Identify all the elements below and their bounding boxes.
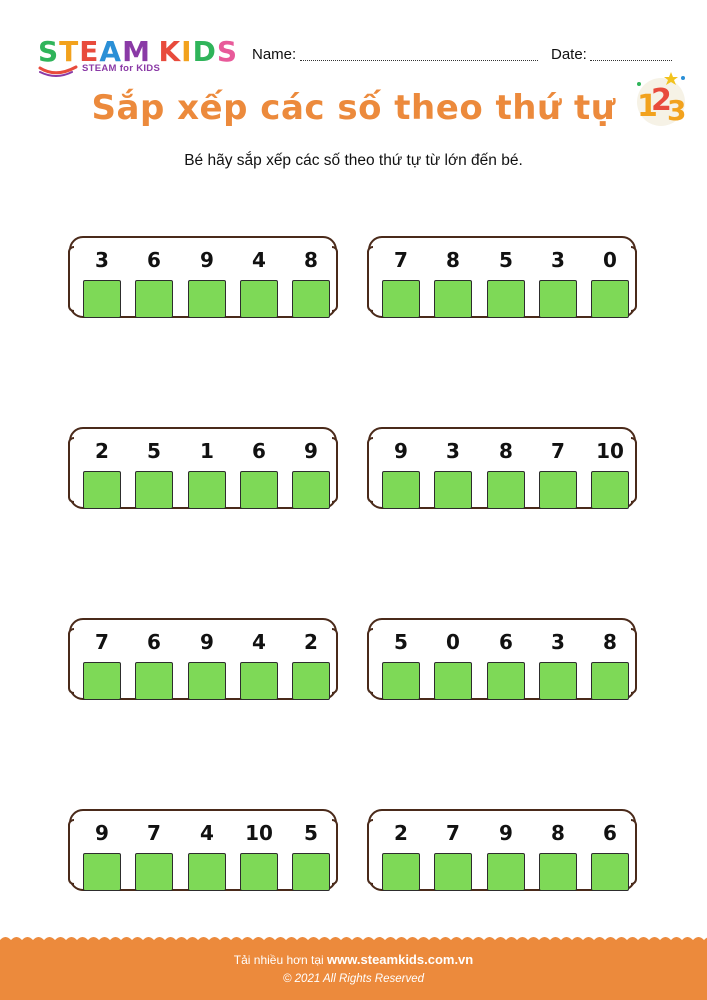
answer-box[interactable] [83, 662, 121, 700]
number-label: 6 [147, 248, 161, 272]
number-label: 3 [95, 248, 109, 272]
exercise-card [368, 618, 636, 700]
number-label: 0 [603, 248, 617, 272]
exercise-card [69, 809, 337, 891]
answer-box[interactable] [591, 471, 629, 509]
number-label: 10 [596, 439, 624, 463]
number-label: 2 [95, 439, 109, 463]
exercise-card [69, 427, 337, 509]
answer-box[interactable] [487, 471, 525, 509]
number-label: 7 [147, 821, 161, 845]
logo-text: S T E A M K I D S [38, 35, 238, 68]
svg-text:3: 3 [667, 94, 687, 127]
answer-box[interactable] [539, 853, 577, 891]
answer-box[interactable] [591, 662, 629, 700]
exercise-card [69, 618, 337, 700]
answer-box[interactable] [188, 280, 226, 318]
number-label: 1 [200, 439, 214, 463]
answer-box[interactable] [487, 280, 525, 318]
answer-box[interactable] [292, 662, 330, 700]
number-label: 7 [446, 821, 460, 845]
number-label: 9 [95, 821, 109, 845]
exercise-card [368, 236, 636, 318]
number-label: 2 [394, 821, 408, 845]
answer-box[interactable] [434, 662, 472, 700]
number-label: 5 [304, 821, 318, 845]
number-label: 3 [446, 439, 460, 463]
answer-box[interactable] [135, 471, 173, 509]
number-label: 4 [200, 821, 214, 845]
number-label: 3 [551, 248, 565, 272]
number-label: 10 [245, 821, 273, 845]
number-label: 9 [200, 630, 214, 654]
number-label: 9 [394, 439, 408, 463]
footer-copyright: © 2021 All Rights Reserved [282, 973, 424, 985]
footer-download-text [0, 952, 707, 967]
date-label: Date: [551, 46, 587, 63]
exercise-card [368, 809, 636, 891]
answer-box[interactable] [382, 280, 420, 318]
answer-box[interactable] [434, 471, 472, 509]
answer-box[interactable] [434, 280, 472, 318]
answer-box[interactable] [292, 853, 330, 891]
svg-text:1: 1 [637, 89, 658, 124]
svg-text:2: 2 [651, 83, 672, 118]
name-label: Name: [252, 46, 297, 63]
answer-box[interactable] [188, 662, 226, 700]
number-label: 6 [499, 630, 513, 654]
answer-box[interactable] [434, 853, 472, 891]
answer-box[interactable] [591, 280, 629, 318]
number-label: 7 [95, 630, 109, 654]
answer-box[interactable] [240, 853, 278, 891]
instruction-text: Bé hãy sắp xếp các số theo thứ tự từ lớn đến bé. [184, 152, 523, 169]
number-label: 5 [147, 439, 161, 463]
steam-kids-logo [38, 37, 238, 81]
answer-box[interactable] [240, 471, 278, 509]
number-label: 2 [304, 630, 318, 654]
answer-box[interactable] [382, 853, 420, 891]
footer [0, 940, 707, 1000]
answer-box[interactable] [292, 471, 330, 509]
exercise-card [368, 427, 636, 509]
answer-box[interactable] [292, 280, 330, 318]
answer-box[interactable] [83, 280, 121, 318]
answer-box[interactable] [188, 853, 226, 891]
answer-box[interactable] [240, 280, 278, 318]
number-label: 6 [603, 821, 617, 845]
answer-box[interactable] [240, 662, 278, 700]
number-label: 6 [252, 439, 266, 463]
number-label: 4 [252, 630, 266, 654]
number-label: 8 [446, 248, 460, 272]
number-label: 0 [446, 630, 460, 654]
number-label: 7 [394, 248, 408, 272]
name-field[interactable] [300, 60, 538, 61]
number-label: 8 [499, 439, 513, 463]
number-label: 9 [200, 248, 214, 272]
answer-box[interactable] [188, 471, 226, 509]
answer-box[interactable] [135, 853, 173, 891]
exercise-card [69, 236, 337, 318]
number-label: 5 [394, 630, 408, 654]
number-label: 7 [551, 439, 565, 463]
answer-box[interactable] [539, 280, 577, 318]
answer-box[interactable] [382, 471, 420, 509]
answer-box[interactable] [539, 471, 577, 509]
footer-wave-decoration [0, 934, 707, 946]
numbers-123-icon [625, 64, 697, 136]
number-label: 8 [304, 248, 318, 272]
number-label: 5 [499, 248, 513, 272]
answer-box[interactable] [487, 662, 525, 700]
answer-box[interactable] [539, 662, 577, 700]
answer-box[interactable] [382, 662, 420, 700]
number-label: 9 [499, 821, 513, 845]
answer-box[interactable] [135, 280, 173, 318]
number-label: 4 [252, 248, 266, 272]
number-label: 8 [603, 630, 617, 654]
answer-box[interactable] [83, 471, 121, 509]
answer-box[interactable] [487, 853, 525, 891]
answer-box[interactable] [135, 662, 173, 700]
logo-subtitle: STEAM for KIDS [82, 63, 161, 74]
number-label: 6 [147, 630, 161, 654]
number-label: 8 [551, 821, 565, 845]
footer-prefix: Tải nhiều hơn tại [233, 953, 324, 967]
answer-box[interactable] [83, 853, 121, 891]
number-label: 9 [304, 439, 318, 463]
date-field[interactable] [590, 60, 672, 61]
logo-swoosh-icon [38, 64, 78, 78]
number-label: 3 [551, 630, 565, 654]
page-title: Sắp xếp các số theo thứ tự [91, 88, 616, 128]
answer-box[interactable] [591, 853, 629, 891]
footer-url-link[interactable]: www.steamkids.com.vn [327, 952, 474, 967]
